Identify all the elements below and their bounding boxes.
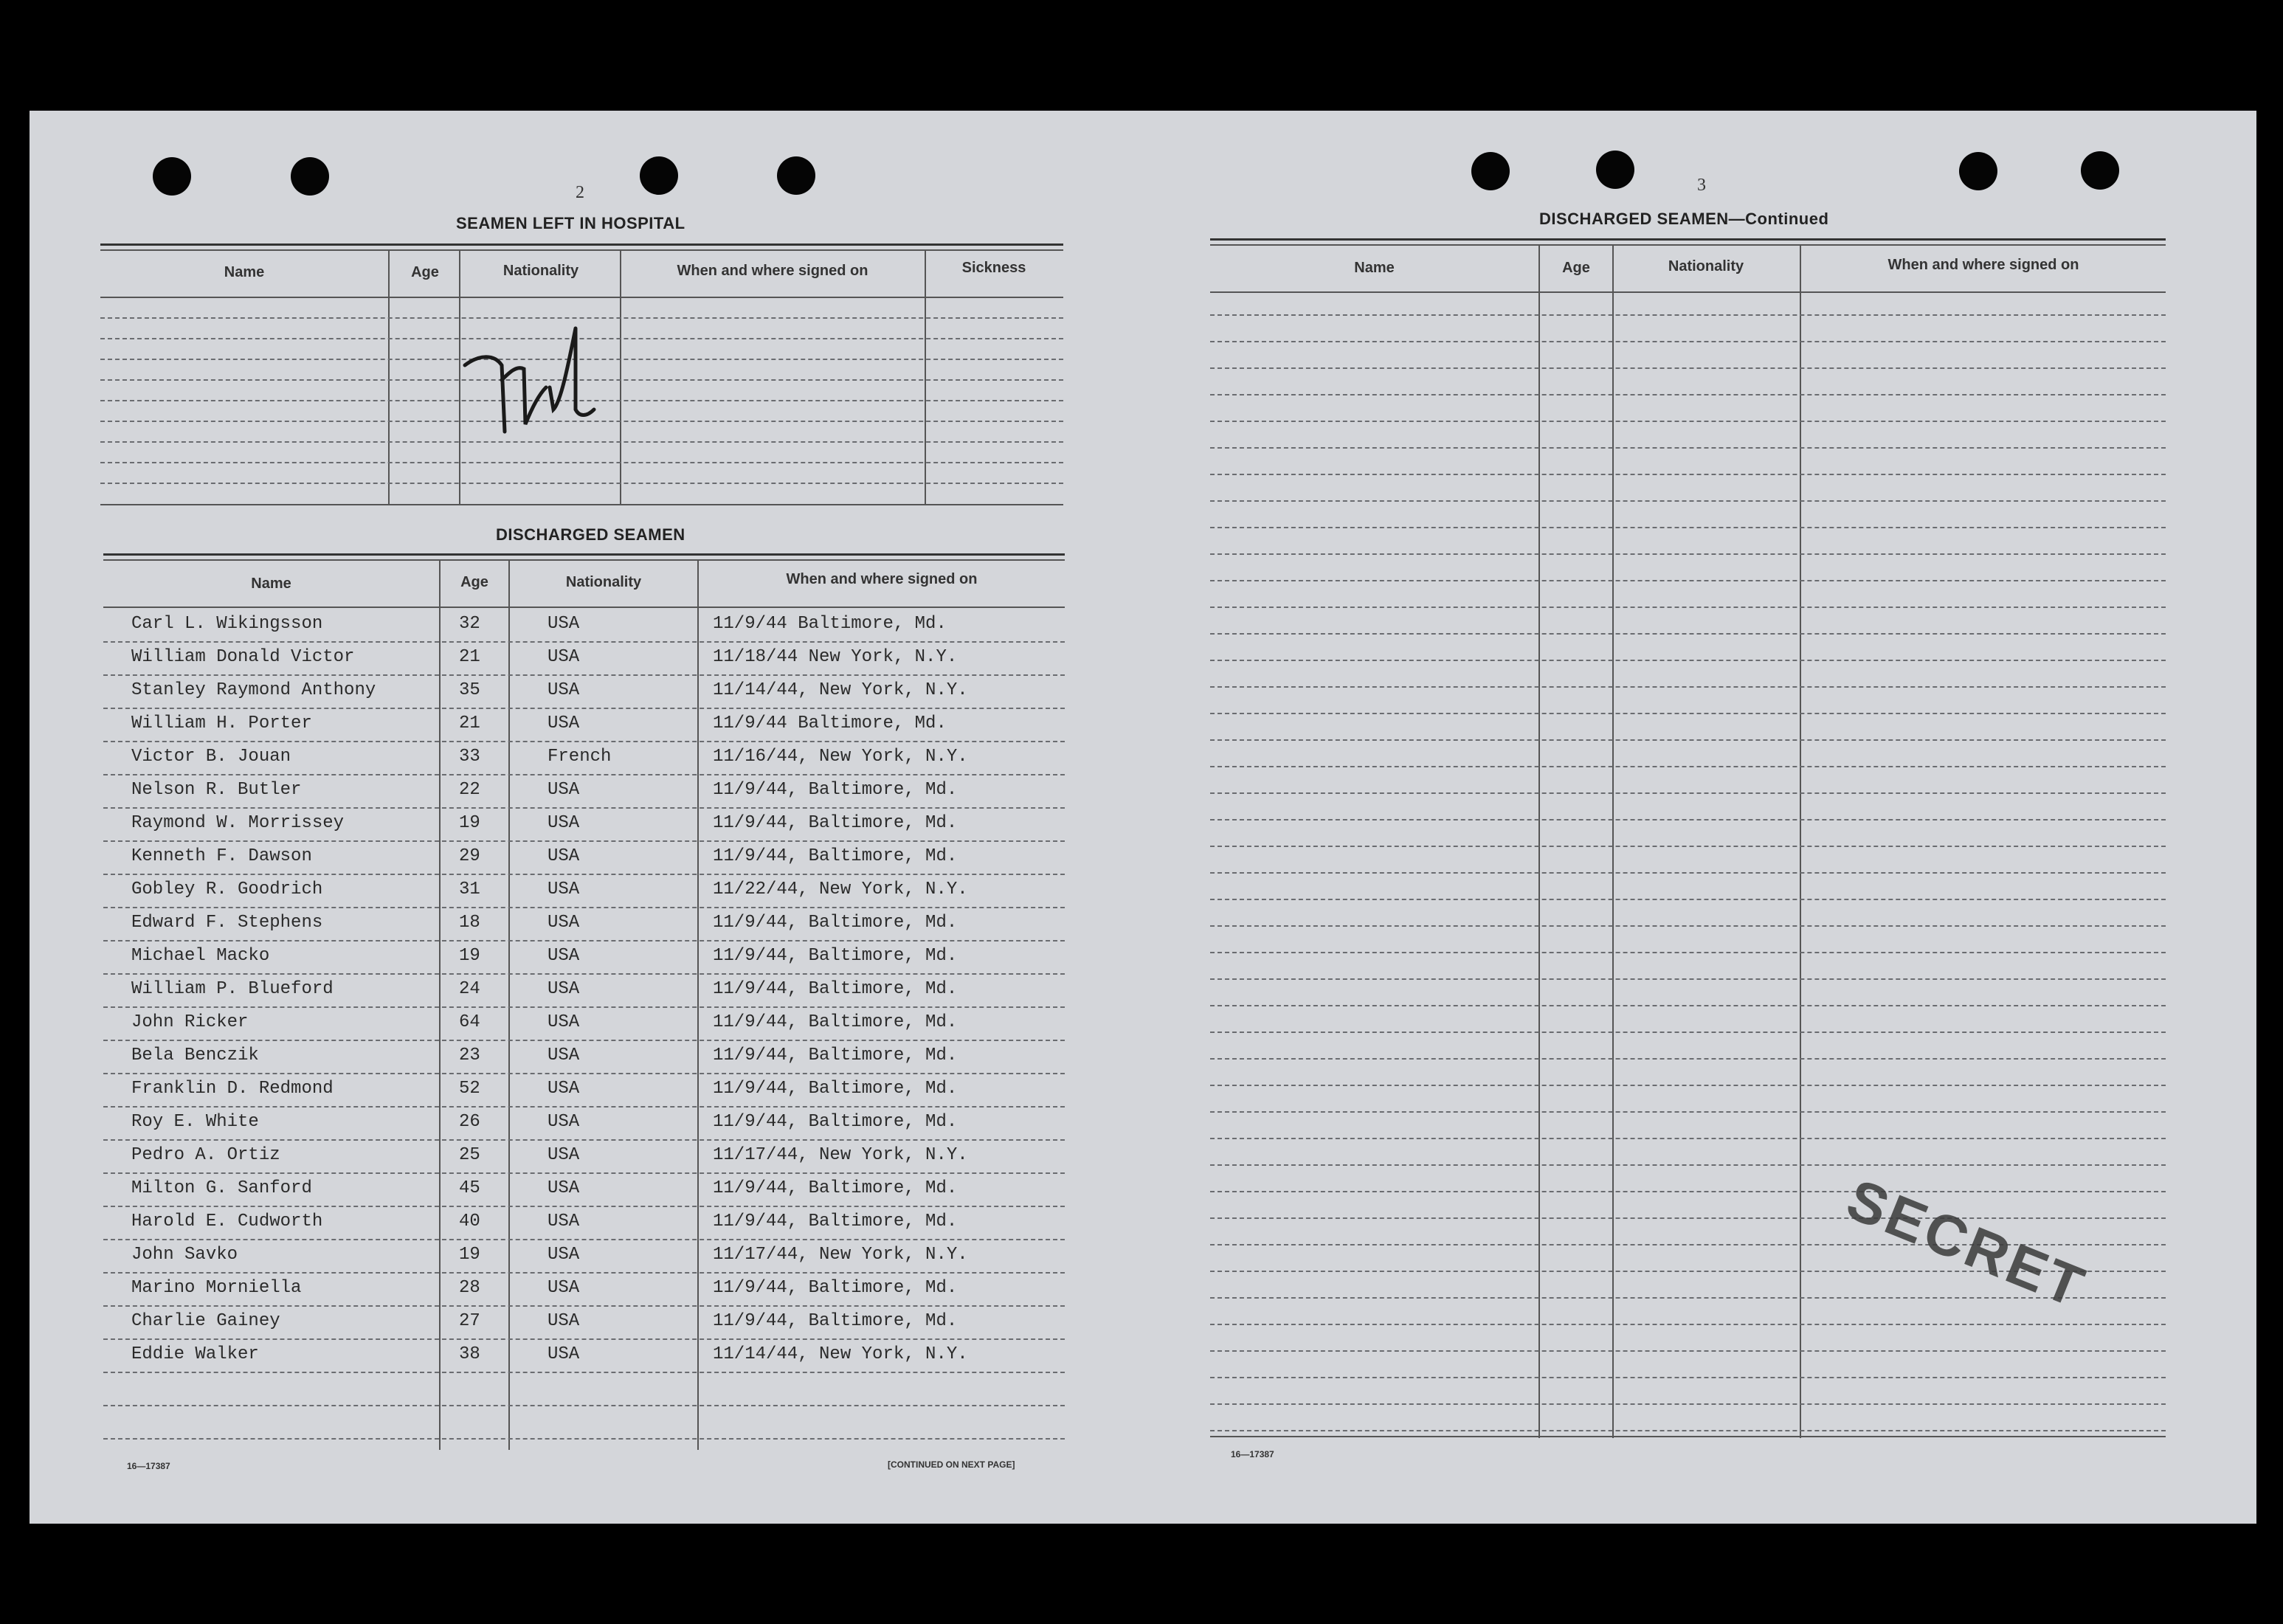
seaman-age: 52 <box>459 1079 480 1099</box>
table-row-line <box>103 1006 1065 1008</box>
entry-line <box>1210 739 2166 741</box>
entry-line <box>1210 421 2166 422</box>
entry-line <box>1210 633 2166 635</box>
seaman-signed-on: 11/9/44, Baltimore, Md. <box>713 1212 958 1231</box>
column-divider <box>925 251 926 505</box>
punch-hole <box>153 157 191 196</box>
table-top-rule <box>1210 244 2166 246</box>
section-title-discharged-continued <box>1539 210 1828 229</box>
entry-line <box>100 483 1063 484</box>
entry-line <box>1210 1377 2166 1378</box>
seaman-nationality: USA <box>548 780 580 800</box>
table-bottom-rule <box>100 504 1063 505</box>
column-divider <box>1800 246 1801 1438</box>
seaman-nationality: USA <box>548 1178 580 1198</box>
seaman-nationality: USA <box>548 1311 580 1331</box>
punch-hole <box>1959 152 1997 190</box>
seaman-age: 40 <box>459 1212 480 1231</box>
page-number: 3 <box>1697 176 1706 195</box>
table-row-line <box>103 940 1065 941</box>
entry-line <box>1210 314 2166 316</box>
seaman-signed-on: 11/9/44, Baltimore, Md. <box>713 1112 958 1132</box>
entry-line <box>1210 1350 2166 1352</box>
seaman-age: 24 <box>459 979 480 999</box>
seaman-nationality: USA <box>548 713 580 733</box>
column-divider <box>508 561 510 1450</box>
seaman-nationality: USA <box>548 880 580 899</box>
seaman-name: Harold E. Cudworth <box>131 1212 323 1231</box>
punch-hole <box>640 156 678 195</box>
seaman-name: John Ricker <box>131 1012 249 1032</box>
table-row-line <box>103 1239 1065 1240</box>
table-top-rule <box>103 553 1065 556</box>
entry-line <box>1210 1217 2166 1219</box>
seaman-name: Milton G. Sanford <box>131 1178 312 1198</box>
seaman-signed-on: 11/14/44, New York, N.Y. <box>713 680 968 700</box>
seaman-signed-on: 11/17/44, New York, N.Y. <box>713 1245 968 1265</box>
table-row-line <box>103 1106 1065 1108</box>
column-divider <box>439 561 441 1450</box>
entry-line <box>1210 1324 2166 1325</box>
column-header-nationality: Nationality <box>565 574 642 590</box>
seaman-age: 25 <box>459 1145 480 1165</box>
entry-line <box>1210 1058 2166 1060</box>
seaman-age: 28 <box>459 1278 480 1298</box>
seaman-name: Nelson R. Butler <box>131 780 302 800</box>
entry-line <box>1210 925 2166 927</box>
seaman-nationality: USA <box>548 1012 580 1032</box>
seaman-signed-on: 11/9/44, Baltimore, Md. <box>713 946 958 966</box>
table-row-line <box>103 1305 1065 1307</box>
seaman-name: John Savko <box>131 1245 238 1265</box>
seaman-name: Victor B. Jouan <box>131 747 291 767</box>
column-divider <box>697 561 699 1450</box>
entry-line <box>1210 341 2166 342</box>
seaman-signed-on: 11/9/44, Baltimore, Md. <box>713 1178 958 1198</box>
entry-line <box>1210 713 2166 714</box>
seaman-signed-on: 11/9/44, Baltimore, Md. <box>713 913 958 933</box>
entry-line <box>1210 952 2166 953</box>
table-row-line <box>103 674 1065 676</box>
seaman-name: Stanley Raymond Anthony <box>131 680 376 700</box>
entry-line <box>1210 1403 2166 1405</box>
entry-line <box>103 1405 1065 1406</box>
entry-line <box>1210 500 2166 502</box>
seaman-nationality: USA <box>548 846 580 866</box>
entry-line <box>1210 1164 2166 1166</box>
seaman-age: 21 <box>459 713 480 733</box>
seaman-age: 19 <box>459 946 480 966</box>
entry-line <box>1210 978 2166 980</box>
table-bottom-rule <box>1210 1436 2166 1437</box>
seaman-age: 23 <box>459 1046 480 1065</box>
punch-hole <box>1471 152 1510 190</box>
seaman-age: 27 <box>459 1311 480 1331</box>
seaman-age: 38 <box>459 1344 480 1364</box>
seaman-signed-on: 11/16/44, New York, N.Y. <box>713 747 968 767</box>
seaman-name: Carl L. Wikingsson <box>131 614 323 634</box>
seaman-nationality: USA <box>548 1046 580 1065</box>
entry-line <box>1210 1138 2166 1139</box>
column-header-name: Name <box>224 264 265 280</box>
seaman-nationality: USA <box>548 979 580 999</box>
entry-line <box>1210 1085 2166 1086</box>
table-top-rule <box>103 559 1065 561</box>
seaman-name: Roy E. White <box>131 1112 259 1132</box>
seaman-nationality: USA <box>548 1212 580 1231</box>
entry-line <box>1210 686 2166 688</box>
seaman-nationality: USA <box>548 1344 580 1364</box>
page-number: 2 <box>576 183 584 202</box>
table-row-line <box>103 641 1065 643</box>
seaman-age: 32 <box>459 614 480 634</box>
table-row-line <box>103 1172 1065 1174</box>
form-number: 16—17387 <box>1231 1449 1274 1459</box>
punch-hole <box>777 156 815 195</box>
column-header-sickness: Sickness <box>961 260 1026 276</box>
table-top-rule <box>1210 238 2166 241</box>
entry-line <box>1210 607 2166 608</box>
column-header-name: Name <box>1354 260 1395 276</box>
seaman-name: William P. Blueford <box>131 979 334 999</box>
seaman-nationality: USA <box>548 1112 580 1132</box>
table-row-line <box>103 741 1065 742</box>
punch-hole <box>1596 151 1634 189</box>
entry-line <box>1210 660 2166 661</box>
seaman-signed-on: 11/9/44, Baltimore, Md. <box>713 846 958 866</box>
table-row-line <box>103 807 1065 809</box>
seaman-age: 26 <box>459 1112 480 1132</box>
seaman-age: 29 <box>459 846 480 866</box>
handwritten-initials-mark <box>457 314 605 446</box>
seaman-signed-on: 11/9/44 Baltimore, Md. <box>713 713 947 733</box>
seaman-age: 22 <box>459 780 480 800</box>
seaman-nationality: USA <box>548 647 580 667</box>
column-divider <box>388 251 390 505</box>
entry-line <box>1210 899 2166 900</box>
seaman-signed-on: 11/9/44, Baltimore, Md. <box>713 1311 958 1331</box>
column-header-name: Name <box>251 576 291 592</box>
seaman-age: 45 <box>459 1178 480 1198</box>
seaman-age: 31 <box>459 880 480 899</box>
seaman-age: 19 <box>459 1245 480 1265</box>
column-header-age: Age <box>460 574 488 590</box>
seaman-nationality: USA <box>548 913 580 933</box>
column-header-nationality: Nationality <box>1668 258 1744 274</box>
entry-line <box>1210 872 2166 874</box>
entry-line <box>100 462 1063 463</box>
seaman-name: Pedro A. Ortiz <box>131 1145 280 1165</box>
table-top-rule <box>100 243 1063 246</box>
table-row-line <box>103 1338 1065 1340</box>
seaman-signed-on: 11/9/44, Baltimore, Md. <box>713 1278 958 1298</box>
header-rule <box>103 607 1065 608</box>
entry-line <box>1210 527 2166 528</box>
table-row-line <box>103 1206 1065 1207</box>
section-title-discharged: DISCHARGED SEAMEN <box>496 525 685 544</box>
column-header-signed-on: When and where signed on <box>786 571 978 587</box>
seaman-name: William Donald Victor <box>131 647 355 667</box>
seaman-signed-on: 11/9/44, Baltimore, Md. <box>713 979 958 999</box>
seaman-nationality: USA <box>548 946 580 966</box>
entry-line <box>1210 819 2166 820</box>
entry-line <box>1210 447 2166 449</box>
seaman-name: Marino Morniella <box>131 1278 302 1298</box>
seaman-signed-on: 11/14/44, New York, N.Y. <box>713 1344 968 1364</box>
entry-line <box>1210 474 2166 475</box>
entry-line <box>1210 766 2166 767</box>
table-row-line <box>103 840 1065 842</box>
seaman-signed-on: 11/22/44, New York, N.Y. <box>713 880 968 899</box>
seaman-age: 35 <box>459 680 480 700</box>
form-number: 16—17387 <box>127 1461 170 1471</box>
seaman-signed-on: 11/9/44, Baltimore, Md. <box>713 1079 958 1099</box>
seaman-name: Edward F. Stephens <box>131 913 323 933</box>
seaman-nationality: USA <box>548 1145 580 1165</box>
table-row-line <box>103 973 1065 975</box>
table-row-line <box>103 1073 1065 1074</box>
entry-line <box>1210 1430 2166 1431</box>
entry-line <box>1210 580 2166 581</box>
continued-note: [CONTINUED ON NEXT PAGE] <box>888 1459 1015 1470</box>
entry-line <box>1210 1191 2166 1192</box>
seaman-age: 19 <box>459 813 480 833</box>
seaman-name: Bela Benczik <box>131 1046 259 1065</box>
seaman-age: 33 <box>459 747 480 767</box>
seaman-signed-on: 11/18/44 New York, N.Y. <box>713 647 958 667</box>
column-header-signed-on: When and where signed on <box>1887 257 2079 273</box>
column-divider <box>1612 246 1614 1438</box>
punch-hole <box>291 157 329 196</box>
table-row-line <box>103 1139 1065 1141</box>
entry-line <box>1210 1111 2166 1113</box>
table-row-line <box>103 1372 1065 1373</box>
section-title-suffix: —Continued <box>1728 210 1829 228</box>
column-header-signed-on: When and where signed on <box>677 263 868 279</box>
seaman-age: 64 <box>459 1012 480 1032</box>
section-title-hospital: SEAMEN LEFT IN HOSPITAL <box>456 214 685 232</box>
table-row-line <box>103 1040 1065 1041</box>
seaman-name: Raymond W. Morrissey <box>131 813 345 833</box>
seaman-name: William H. Porter <box>131 713 312 733</box>
column-header-age: Age <box>411 264 439 280</box>
seaman-signed-on: 11/9/44 Baltimore, Md. <box>713 614 947 634</box>
seaman-signed-on: 11/9/44, Baltimore, Md. <box>713 780 958 800</box>
seaman-signed-on: 11/9/44, Baltimore, Md. <box>713 1046 958 1065</box>
entry-line <box>103 1438 1065 1440</box>
column-header-age: Age <box>1562 260 1590 276</box>
seaman-name: Franklin D. Redmond <box>131 1079 334 1099</box>
table-row-line <box>103 1272 1065 1274</box>
table-row-line <box>103 874 1065 875</box>
seaman-name: Kenneth F. Dawson <box>131 846 312 866</box>
column-divider <box>620 251 621 505</box>
seaman-nationality: USA <box>548 614 580 634</box>
seaman-name: Charlie Gainey <box>131 1311 280 1331</box>
seaman-name: Gobley R. Goodrich <box>131 880 323 899</box>
seaman-nationality: USA <box>548 813 580 833</box>
secret-stamp: SECRET <box>1838 1166 2096 1321</box>
entry-line <box>1210 394 2166 395</box>
seaman-age: 18 <box>459 913 480 933</box>
document-sheet <box>30 111 2256 1524</box>
seaman-nationality: USA <box>548 1278 580 1298</box>
entry-line <box>1210 367 2166 369</box>
column-divider <box>1538 246 1540 1438</box>
seaman-signed-on: 11/9/44, Baltimore, Md. <box>713 813 958 833</box>
seaman-signed-on: 11/17/44, New York, N.Y. <box>713 1145 968 1165</box>
table-row-line <box>103 708 1065 709</box>
entry-line <box>1210 846 2166 847</box>
seaman-name: Michael Macko <box>131 946 270 966</box>
seaman-nationality: USA <box>548 1079 580 1099</box>
entry-line <box>1210 1032 2166 1033</box>
seaman-nationality: French <box>548 747 612 767</box>
punch-hole <box>2081 151 2119 190</box>
entry-line <box>1210 1005 2166 1006</box>
seaman-signed-on: 11/9/44, Baltimore, Md. <box>713 1012 958 1032</box>
table-top-rule <box>100 249 1063 251</box>
section-title-text: DISCHARGED SEAMEN <box>1539 210 1729 228</box>
column-header-nationality: Nationality <box>502 263 579 279</box>
header-rule <box>1210 291 2166 293</box>
seaman-name: Eddie Walker <box>131 1344 259 1364</box>
entry-line <box>1210 792 2166 794</box>
seaman-nationality: USA <box>548 1245 580 1265</box>
seaman-age: 21 <box>459 647 480 667</box>
table-row-line <box>103 907 1065 908</box>
entry-line <box>1210 553 2166 555</box>
seaman-nationality: USA <box>548 680 580 700</box>
header-rule <box>100 297 1063 298</box>
table-row-line <box>103 774 1065 775</box>
